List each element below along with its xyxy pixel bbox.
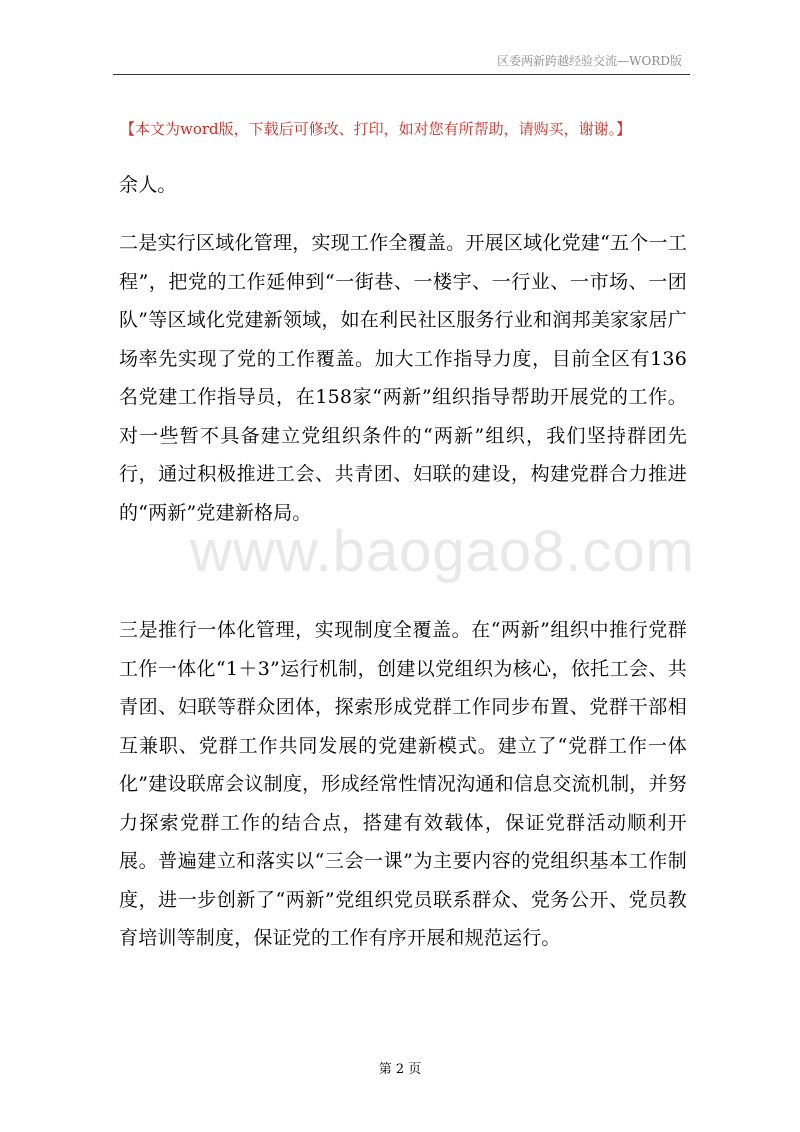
paragraph-regional-management — [119, 224, 687, 532]
paragraph-2-text: 二是实行区域化管理，实现工作全覆盖。开展区域化党建“五个一工程”，把党的工作延伸到“一街巷、一楼宇、一行业、一市场、一团队”等区域化党建新领域，如在利民社区服务行业和润邦美家家居广场率先实现了党的工作覆盖。加大工作指导力度，目前全区有136名党建工作指导员，在158家“两新”组织指导帮助开展党的工作。对一些暂不具备建立党组织条件的“两新”组织，我们坚持群团先行，通过积极推进工会、共青团、妇联的建设，构建党群合力推进的“两新”党建新格局。 — [119, 232, 687, 524]
purchase-notice: 【本文为word版，下载后可修改、打印，如对您有所帮助，请购买，谢谢。】 — [120, 120, 632, 138]
header-divider — [113, 74, 690, 75]
page-number: 第 2 页 — [378, 1062, 422, 1077]
paragraph-3-text: 三是推行一体化管理，实现制度全覆盖。在“两新”组织中推行党群工作一体化“1＋3”运行机制，创建以党组织为核心，依托工会、共青团、妇联等群众团体，探索形成党群工作同步布置、党群干部相互兼职、党群工作共同发展的党建新模式。建立了“党群工作一体化”建设联席会议制度，形成经常性情况沟通和信息交流机制，并努力探索党群工作的结合点，搭建有效载体，保证党群活动顺利开展。普遍建立和落实以“三会一课”为主要内容的党组织基本工作制度，进一步创新了“两新”党组织党员联系群众、党务公开、党员教育培训等制度，保证党的工作有序开展和规范运行。 — [119, 619, 687, 949]
paragraph-integrated-management — [119, 611, 687, 958]
running-header-title: 区委两新跨越经验交流—WORD版 — [497, 54, 682, 68]
watermark: www.baogao8.com — [190, 519, 696, 584]
paragraph-continuation — [119, 166, 687, 205]
paragraph-1-text: 余人。 — [119, 174, 177, 196]
